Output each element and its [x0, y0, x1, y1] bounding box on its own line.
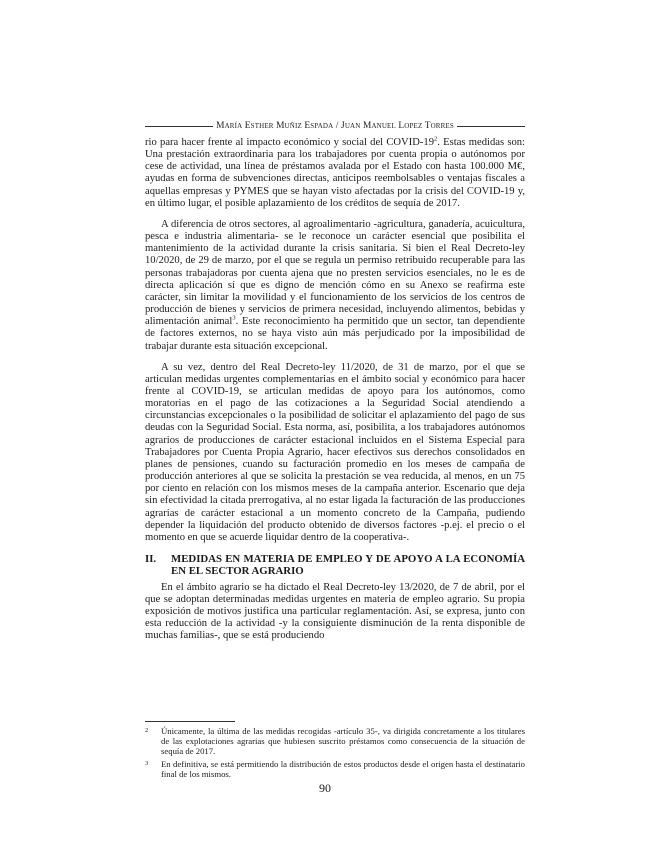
footnotes [145, 726, 525, 781]
paragraph-2-rest: . Este reconocimiento ha permitido que un sector, tan dependiente de factores externos, no se haya visto aún más perjudicado por la imposibilidad de trabajar durante esta situación excepcional. [145, 316, 525, 352]
footnote-text: Únicamente, la última de las medidas recogidas -artículo 35-, va dirigida concretamente a los titulares de las explotaciones agrarias que hubiesen suscrito préstamos como consecuencia de la situación de sequía de 2017. [161, 726, 525, 757]
running-header [145, 119, 525, 133]
header-rule-right [457, 126, 525, 127]
page-body [145, 137, 525, 643]
paragraph-1-text: rio para hacer frente al impacto económico y social del COVID-19 [145, 137, 435, 148]
footnote-number: 3 [145, 759, 149, 767]
section-number: II. [145, 553, 157, 565]
paragraph-1 [145, 137, 525, 210]
footnote-2 [145, 726, 525, 757]
footnote-number: 2 [145, 727, 149, 734]
footnote-ref-3: 3 [232, 314, 236, 322]
paragraph-3: A su vez, dentro del Real Decreto-ley 11/2020, de 31 de marzo, por el que se articulan medidas urgentes complementarias en el ámbito social y económico para hacer frente al COVID-19, se articulan medidas de apoyo para los autónomos, como moratorias en el pago de las cotizaciones a la Seguridad Social atendiendo a circunstancias excepcionales o la posibilidad de solicitar el aplazamiento del pago de sus deudas con la Seguridad Social. Esta norma, así, posibilita, a los trabajadores autónomos agrarios de producciones de carácter estacional incluidos en el Sistema Especial para Trabajadores por Cuenta Propia Agrario, hacer efectivos sus derechos consolidados en planes de pensiones, cuando su facturación promedio en los meses de campaña de producción anteriores al que se solicita la prestación se vea reducida, al menos, en un 75 por ciento en relación con los mismos meses de la campaña anterior. Escenario que deja sin efectividad la citada prerrogativa, al no estar ligada la facturación de las producciones agrarias de carácter estacional a un momento concreto de la Campaña, pudiendo depender la liquidación del producto obtenido de diversos factores -p.ej. el precio o el momento en que se acuerde liquidar dentro de la cooperativa-. [145, 361, 525, 543]
footnote-rule [145, 721, 235, 722]
footnote-text: En definitiva, se está permitiendo la distribución de estos productos desde el origen hasta el destinatario final de los mismos. [161, 758, 525, 779]
paragraph-4: En el ámbito agrario se ha dictado el Real Decreto-ley 13/2020, de 7 de abril, por el que se adoptan determinadas medidas urgentes en materia de empleo agrario. Su propia exposición de motivos justifica una particular reglamentación. Así, se expresa, junto con esta reducción de la actividad -y la consiguiente disminución de la renta disponible de muchas familias-, que se está produciendo [145, 581, 525, 642]
paragraph-2-text: A diferencia de otros sectores, al agroalimentario -agricultura, ganadería, acuicultura, pesca e industria alimentaria- se le reconoce un carácter esencial que posibilita el mantenimiento de la actividad durante la crisis sanitaria. Si bien el Real Decreto-ley 10/2020, de 29 de marzo, por el que se regula un permiso retribuido recuperable para las personas trabajadoras por cuenta ajena que no presten servicios esenciales, no le es de directa aplicación sí que es digno de mención cómo en su Anexo se reafirma este carácter, sin limitar la movilidad y el funcionamiento de los servicios de los centros de producción de bienes y servicios de primera necesidad, incluyendo alimentos, bebidas y alimentación animal [145, 218, 525, 328]
section-heading [145, 553, 525, 578]
section-title: MEDIDAS EN MATERIA DE EMPLEO Y DE APOYO A LA ECONOMÍA EN EL SECTOR AGRARIO [171, 553, 525, 578]
header-rule-left [145, 126, 213, 127]
paragraph-1-rest: . Estas medidas son: Una prestación extraordinaria para los trabajadores por cuenta propia o autónomos por cese de actividad, una línea de préstamos avalada por el Estado con hasta 100.000 M€, ayudas en forma de subvenciones directas, anticipos reembolsables o ventajas fiscales a aquellas empresas y PYMES que se hayan visto afectadas por la crisis del COVID-19 y, en último lugar, el posible aplazamiento de los créditos de sequía de 2017. [145, 137, 525, 209]
header-authors: María Esther Muñiz Espada / Juan Manuel Lopez Torres [216, 121, 454, 131]
footnote-3 [145, 759, 525, 779]
page-number: 90 [319, 781, 331, 795]
paragraph-2 [145, 219, 525, 353]
footnote-ref-2: 2 [434, 135, 438, 143]
